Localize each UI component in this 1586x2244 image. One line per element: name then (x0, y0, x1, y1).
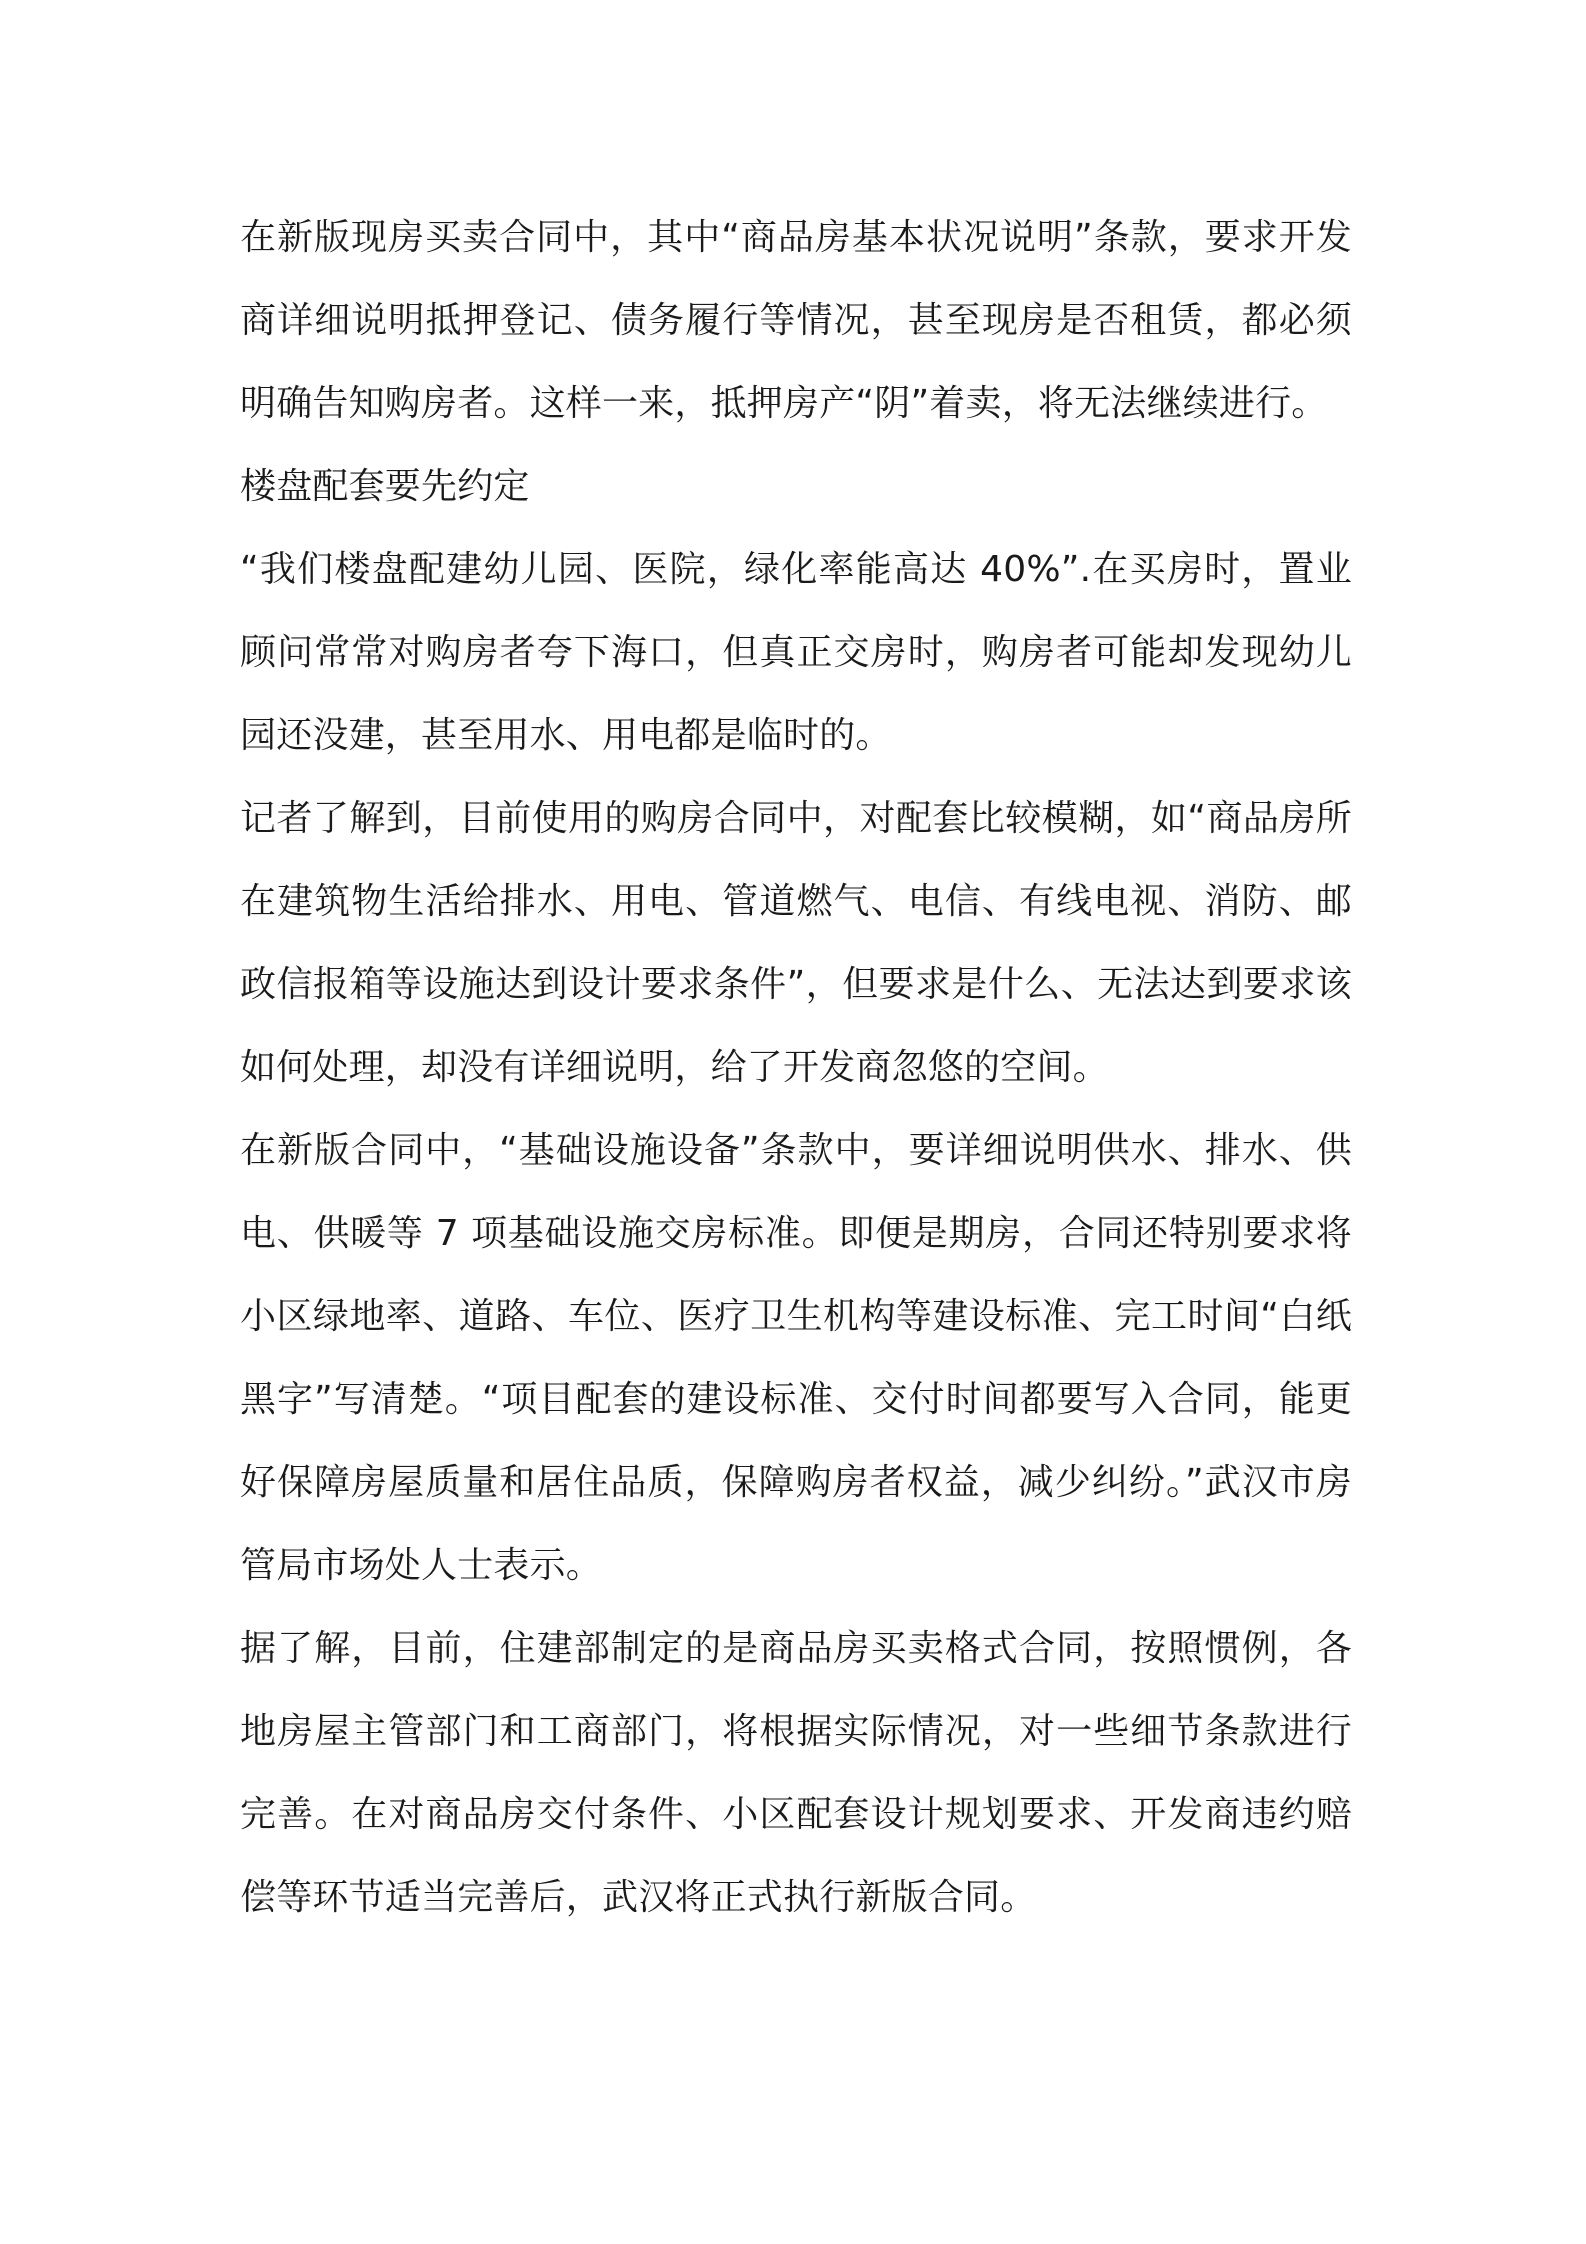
paragraph-quote: “我们楼盘配建幼儿园、医院，绿化率能高达 40%”.在买房时，置业顾问常常对购房者夸下海口，但真正交房时，购房者可能却发现幼儿园还没建，甚至用水、用电都是临时的。 (240, 549, 1352, 756)
paragraph-intro: 在新版现房买卖合同中，其中“商品房基本状况说明”条款，要求开发商详细说明抵押登记、债务履行等情况，甚至现房是否租赁，都必须明确告知购房者。这样一来，抵押房产“阴”着卖，将无法继续进行。 (240, 217, 1352, 424)
paragraph-current-contract: 记者了解到，目前使用的购房合同中，对配套比较模糊，如“商品房所在建筑物生活给排水、用电、管道燃气、电信、有线电视、消防、邮政信报箱等设施达到设计要求条件”，但要求是什么、无法达到要求该如何处理，却没有详细说明，给了开发商忽悠的空间。 (240, 798, 1352, 1088)
paragraph-conclusion: 据了解，目前，住建部制定的是商品房买卖格式合同，按照惯例，各地房屋主管部门和工商部门，将根据实际情况，对一些细节条款进行完善。在对商品房交付条件、小区配套设计规划要求、开发商违约赔偿等环节适当完善后，武汉将正式执行新版合同。 (240, 1628, 1352, 1918)
section-heading: 楼盘配套要先约定 (240, 466, 530, 507)
article-body (240, 196, 1352, 1939)
paragraph-new-contract: 在新版合同中，“基础设施设备”条款中，要详细说明供水、排水、供电、供暖等 7 项基础设施交房标准。即便是期房，合同还特别要求将小区绿地率、道路、车位、医疗卫生机构等建设标准、完工时间“白纸黑字”写清楚。“项目配套的建设标准、交付时间都要写入合同，能更好保障房屋质量和居住品质，保障购房者权益，减少纠纷。”武汉市房管局市场处人士表示。 (240, 1130, 1352, 1586)
